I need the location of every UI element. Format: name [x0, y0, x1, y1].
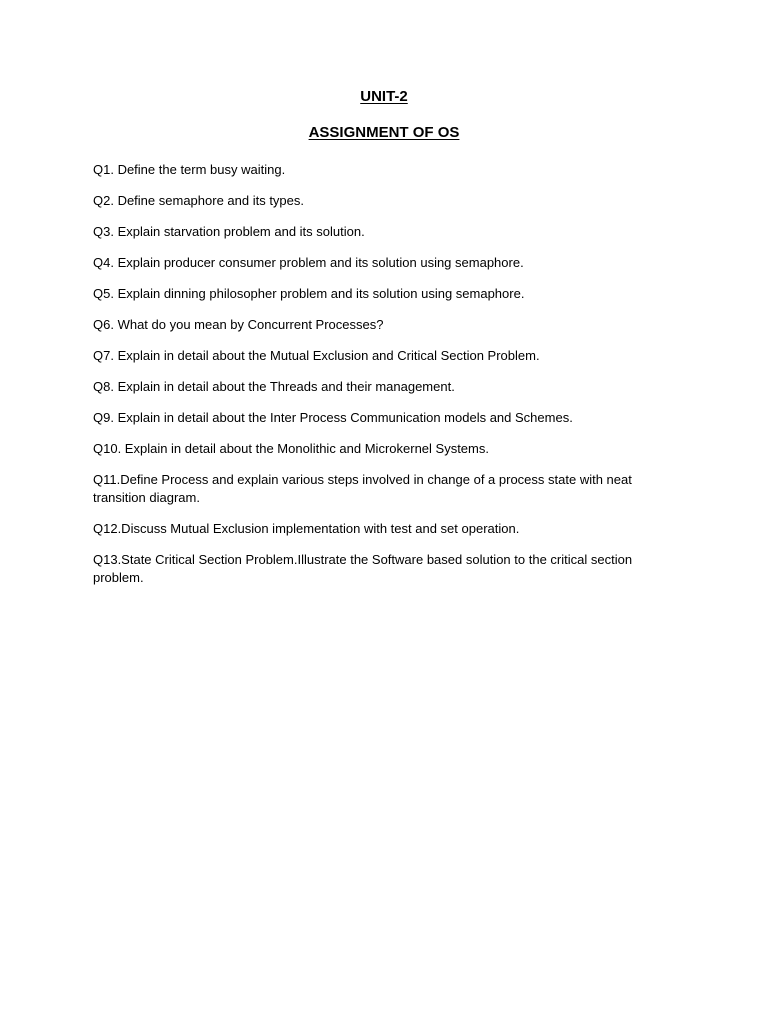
question-item: Q7. Explain in detail about the Mutual Exclusion and Critical Section Problem. [93, 348, 540, 363]
unit-title: UNIT-2 [360, 88, 408, 105]
question-list [93, 161, 653, 600]
question-item: Q13.State Critical Section Problem.Illustrate the Software based solution to the critical section problem. [93, 552, 633, 585]
question-item: Q8. Explain in detail about the Threads and their management. [93, 379, 455, 394]
question-item: Q5. Explain dinning philosopher problem and its solution using semaphore. [93, 286, 525, 301]
question-item: Q6. What do you mean by Concurrent Processes? [93, 317, 384, 332]
question-item: Q2. Define semaphore and its types. [93, 193, 305, 208]
question-item: Q9. Explain in detail about the Inter Process Communication models and Schemes. [93, 410, 573, 425]
question-item: Q3. Explain starvation problem and its solution. [93, 224, 365, 239]
question-item: Q11.Define Process and explain various steps involved in change of a process state with neat transition diagram. [93, 472, 632, 505]
question-item: Q10. Explain in detail about the Monolithic and Microkernel Systems. [93, 441, 489, 456]
question-item: Q12.Discuss Mutual Exclusion implementation with test and set operation. [93, 521, 520, 536]
question-item: Q4. Explain producer consumer problem and its solution using semaphore. [93, 255, 524, 270]
question-item: Q1. Define the term busy waiting. [93, 162, 286, 177]
assignment-title: ASSIGNMENT OF OS [308, 124, 460, 141]
